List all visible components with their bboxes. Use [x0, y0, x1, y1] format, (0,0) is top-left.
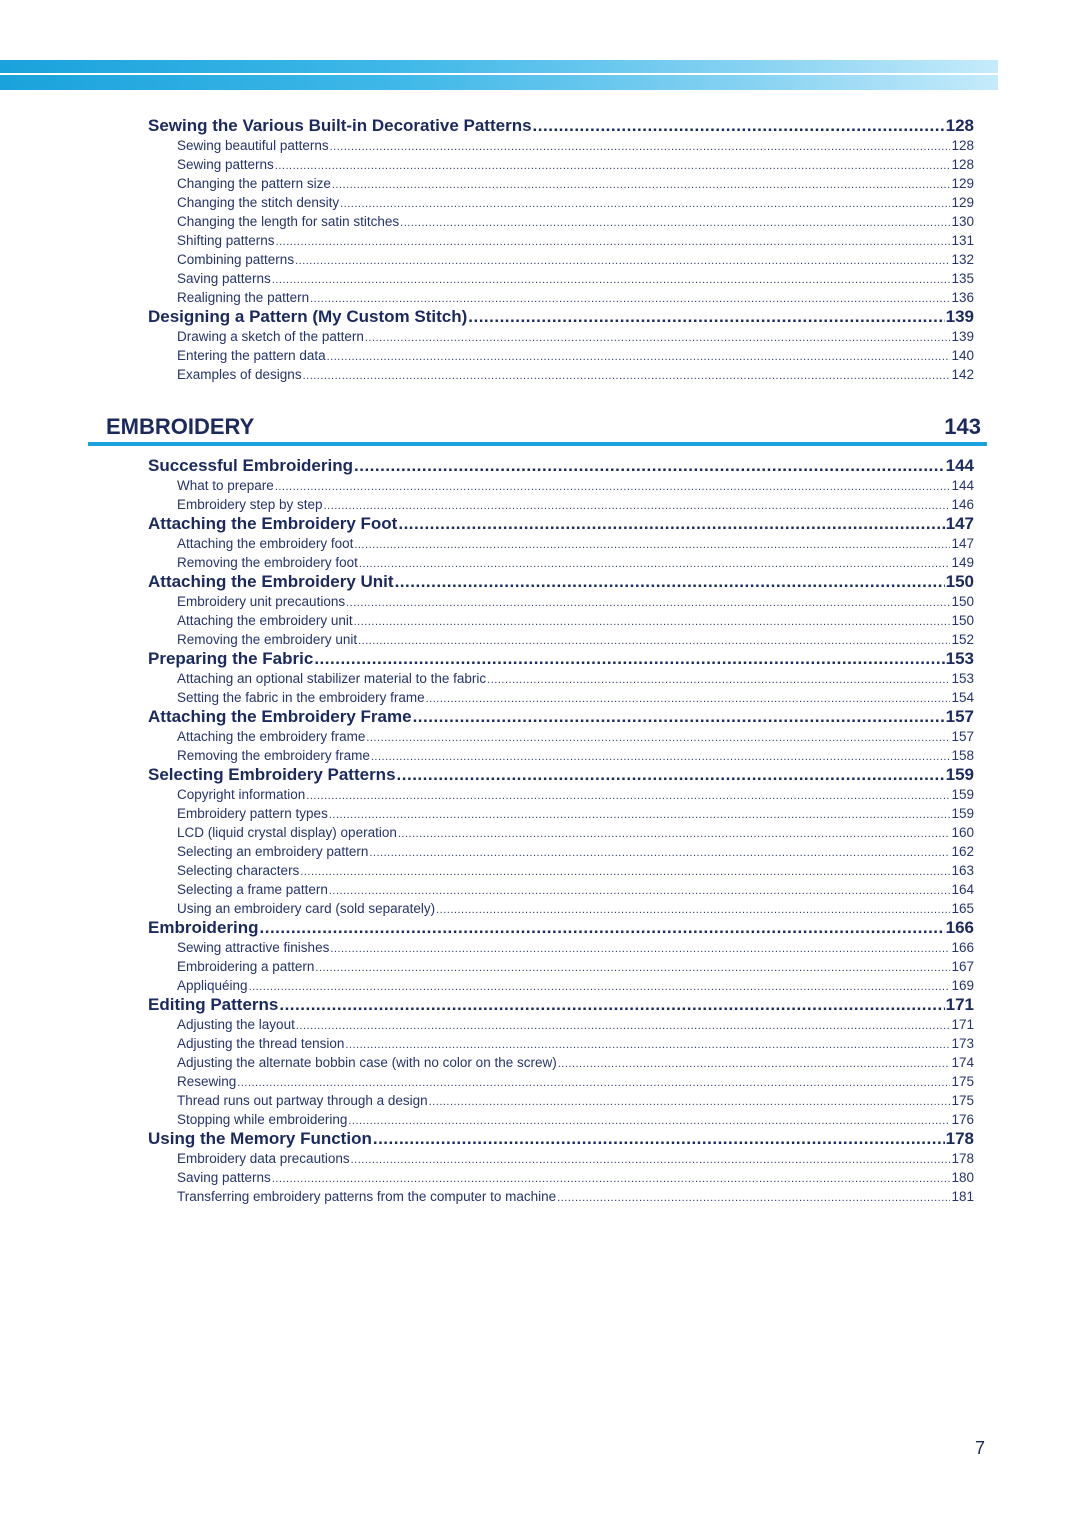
toc-entry-page: 139: [951, 329, 974, 344]
toc-entry-title: Resewing: [177, 1074, 237, 1089]
dot-leader: [354, 536, 950, 555]
toc-entry[interactable]: [148, 495, 974, 514]
toc-entry-page: 144: [951, 478, 974, 493]
chapter-rule: [88, 442, 987, 446]
toc-entry-page: 165: [951, 901, 974, 916]
toc-entry-title: Thread runs out partway through a design: [177, 1093, 428, 1108]
toc-entry-page: 128: [951, 138, 974, 153]
dot-leader: [487, 671, 950, 690]
toc-section[interactable]: [148, 307, 974, 327]
toc-entry-page: 130: [951, 214, 974, 229]
toc-entry-title: Combining patterns: [177, 252, 295, 267]
dot-leader: [366, 729, 950, 748]
dot-leader: [346, 594, 950, 613]
toc-entry-title: Using an embroidery card (sold separately): [177, 901, 436, 916]
toc-entry[interactable]: [148, 861, 974, 880]
toc-entry[interactable]: [148, 669, 974, 688]
toc-entry-title: Sewing patterns: [177, 157, 274, 172]
toc-entry[interactable]: [148, 155, 974, 174]
dot-leader: [369, 844, 950, 863]
dot-leader: [314, 649, 944, 669]
toc-entry[interactable]: [148, 553, 974, 572]
toc-entry-title: Examples of designs: [177, 367, 302, 382]
dot-leader: [365, 329, 951, 348]
toc-entry-page: 157: [951, 729, 974, 744]
toc-entry[interactable]: [148, 1110, 974, 1129]
toc-entry-page: 175: [951, 1093, 974, 1108]
toc-section[interactable]: [148, 456, 974, 476]
toc-section-title: Editing Patterns: [148, 995, 279, 1014]
toc-entry[interactable]: [148, 1053, 974, 1072]
toc-entry[interactable]: [148, 212, 974, 231]
toc-section-page: 139: [945, 307, 974, 326]
toc-entry-title: Attaching the embroidery unit: [177, 613, 353, 628]
toc-entry-page: 131: [951, 233, 974, 248]
chapter-heading[interactable]: [106, 410, 981, 440]
toc-entry-title: Removing the embroidery unit: [177, 632, 358, 647]
toc-entry-page: 152: [951, 632, 974, 647]
toc-entry[interactable]: [148, 746, 974, 765]
toc-entry-title: Setting the fabric in the embroidery frame: [177, 690, 425, 705]
toc-entry-page: 176: [951, 1112, 974, 1127]
dot-leader: [300, 863, 950, 882]
toc-section[interactable]: [148, 649, 974, 669]
toc-entry[interactable]: [148, 688, 974, 707]
toc-entry-page: 150: [951, 613, 974, 628]
toc-entry[interactable]: [148, 727, 974, 746]
toc-entry[interactable]: [148, 899, 974, 918]
toc-entry-title: Drawing a sketch of the pattern: [177, 329, 364, 344]
toc-entry-title: Entering the pattern data: [177, 348, 326, 363]
dot-leader: [429, 1093, 951, 1112]
toc-entry-page: 140: [951, 348, 974, 363]
toc-entry-title: LCD (liquid crystal display) operation: [177, 825, 397, 840]
toc-entry-title: Selecting a frame pattern: [177, 882, 328, 897]
toc-entry-title: Changing the stitch density: [177, 195, 340, 210]
dot-leader: [296, 1017, 951, 1036]
toc-entry-page: 150: [951, 594, 974, 609]
dot-leader: [260, 918, 945, 938]
toc-entry-page: 174: [951, 1055, 974, 1070]
toc-entry-title: Adjusting the thread tension: [177, 1036, 345, 1051]
dot-leader: [398, 514, 944, 534]
toc-entry[interactable]: [148, 231, 974, 250]
toc-entry[interactable]: [148, 327, 974, 346]
toc-entry-title: Appliquéing: [177, 978, 248, 993]
dot-leader: [332, 176, 951, 195]
toc-entry-page: 163: [951, 863, 974, 878]
toc-entry-page: 159: [951, 787, 974, 802]
toc-section-page: 178: [945, 1129, 974, 1148]
toc-entry-title: Attaching an optional stabilizer material to the fabric: [177, 671, 487, 686]
toc-section[interactable]: [148, 514, 974, 534]
toc-section-page: 128: [945, 116, 974, 135]
toc-entry-page: 154: [951, 690, 974, 705]
dot-leader: [295, 252, 950, 271]
toc-entry-page: 158: [951, 748, 974, 763]
toc-entry[interactable]: [148, 804, 974, 823]
toc-section-page: 150: [945, 572, 974, 591]
toc-entry-title: Sewing beautiful patterns: [177, 138, 329, 153]
toc-entry[interactable]: [148, 630, 974, 649]
toc-section[interactable]: [148, 995, 974, 1015]
dot-leader: [354, 613, 951, 632]
toc-entry-page: 146: [951, 497, 974, 512]
toc-entry-page: 153: [951, 671, 974, 686]
dot-leader: [275, 157, 951, 176]
dot-leader: [354, 456, 945, 476]
toc-entry-title: Saving patterns: [177, 1170, 271, 1185]
toc-section[interactable]: [148, 116, 974, 136]
toc-entry-title: Attaching the embroidery foot: [177, 536, 354, 551]
toc-entry-page: 142: [951, 367, 974, 382]
toc-entry-page: 180: [951, 1170, 974, 1185]
toc-entry-title: Saving patterns: [177, 271, 271, 286]
header-band: [0, 60, 998, 90]
toc-entry-page: 136: [951, 290, 974, 305]
toc-entry-title: Selecting characters: [177, 863, 300, 878]
toc-section-page: 157: [945, 707, 974, 726]
toc-entry-title: Copyright information: [177, 787, 306, 802]
toc-entry-page: 160: [951, 825, 974, 840]
toc-entry-title: Shifting patterns: [177, 233, 275, 248]
dot-leader: [276, 233, 951, 252]
toc-part-2: [148, 456, 974, 1206]
toc-entry[interactable]: [148, 842, 974, 861]
page-number: 7: [974, 1438, 985, 1458]
dot-leader: [558, 1055, 951, 1074]
dot-leader: [533, 116, 945, 136]
toc-entry-title: Embroidery step by step: [177, 497, 323, 512]
toc-entry-title: Removing the embroidery foot: [177, 555, 358, 570]
toc-entry-title: Stopping while embroidering: [177, 1112, 348, 1127]
dot-leader: [373, 1129, 945, 1149]
toc-entry-page: 178: [951, 1151, 974, 1166]
dot-leader: [397, 765, 945, 785]
toc-entry-page: 166: [951, 940, 974, 955]
toc-entry-title: Changing the pattern size: [177, 176, 331, 191]
toc-entry-title: Sewing attractive finishes: [177, 940, 330, 955]
toc-entry-page: 164: [951, 882, 974, 897]
toc-entry-title: Transferring embroidery patterns from the computer to machine: [177, 1189, 557, 1204]
toc-entry-page: 181: [951, 1189, 974, 1204]
toc-entry-page: 167: [951, 959, 974, 974]
dot-leader: [468, 307, 944, 327]
toc-entry-title: Embroidering a pattern: [177, 959, 315, 974]
toc-section[interactable]: [148, 572, 974, 592]
toc-entry-page: 171: [951, 1017, 974, 1032]
toc-entry-page: 128: [951, 157, 974, 172]
toc-entry[interactable]: [148, 534, 974, 553]
toc-section-page: 147: [945, 514, 974, 533]
toc-entry[interactable]: [148, 592, 974, 611]
toc-entry[interactable]: [148, 976, 974, 995]
toc-section-title: Designing a Pattern (My Custom Stitch): [148, 307, 468, 326]
toc-entry-page: 132: [951, 252, 974, 267]
toc-entry[interactable]: [148, 136, 974, 155]
toc-entry-title: Embroidery data precautions: [177, 1151, 350, 1166]
dot-leader: [279, 995, 944, 1015]
toc-section-title: Attaching the Embroidery Foot: [148, 514, 398, 533]
dot-leader: [303, 367, 951, 386]
dot-leader: [413, 707, 945, 727]
toc-entry[interactable]: [148, 1149, 974, 1168]
toc-entry[interactable]: [148, 288, 974, 307]
header-band-line: [0, 73, 998, 75]
toc-entry-title: Adjusting the layout: [177, 1017, 295, 1032]
dot-leader: [275, 478, 951, 497]
toc-section-title: Preparing the Fabric: [148, 649, 314, 668]
toc-section-title: Attaching the Embroidery Frame: [148, 707, 412, 726]
dot-leader: [340, 195, 950, 214]
toc-entry[interactable]: [148, 957, 974, 976]
dot-leader: [272, 271, 951, 290]
toc-entry-page: 129: [951, 176, 974, 191]
toc-entry[interactable]: [148, 365, 974, 384]
toc-entry-title: Adjusting the alternate bobbin case (with no color on the screw): [177, 1055, 557, 1070]
toc-entry[interactable]: [148, 476, 974, 495]
toc-entry[interactable]: [148, 938, 974, 957]
toc-entry[interactable]: [148, 1168, 974, 1187]
toc-entry-page: 162: [951, 844, 974, 859]
toc-section-title: Using the Memory Function: [148, 1129, 372, 1148]
toc-section[interactable]: [148, 765, 974, 785]
toc-section-title: Attaching the Embroidery Unit: [148, 572, 394, 591]
toc-section-page: 166: [945, 918, 974, 937]
toc-section-title: Successful Embroidering: [148, 456, 353, 475]
toc-entry-title: Selecting an embroidery pattern: [177, 844, 369, 859]
toc-entry[interactable]: [148, 1187, 974, 1206]
toc-entry-page: 175: [951, 1074, 974, 1089]
chapter-title: EMBROIDERY: [106, 414, 255, 439]
toc-section[interactable]: [148, 707, 974, 727]
toc-entry-title: Realigning the pattern: [177, 290, 310, 305]
toc-section-page: 159: [945, 765, 974, 784]
toc-entry[interactable]: [148, 1072, 974, 1091]
chapter-page: 143: [944, 414, 981, 439]
toc-entry-page: 173: [951, 1036, 974, 1051]
toc-section-page: 144: [945, 456, 974, 475]
dot-leader: [315, 959, 950, 978]
toc-section-title: Selecting Embroidery Patterns: [148, 765, 396, 784]
toc-entry[interactable]: [148, 1034, 974, 1053]
toc-section-page: 171: [945, 995, 974, 1014]
toc-section-title: Embroidering: [148, 918, 259, 937]
toc-entry[interactable]: [148, 174, 974, 193]
toc-entry[interactable]: [148, 193, 974, 212]
toc-entry-title: Removing the embroidery frame: [177, 748, 370, 763]
dot-leader: [398, 825, 951, 844]
toc-section-page: 153: [945, 649, 974, 668]
toc-entry[interactable]: [148, 346, 974, 365]
toc-entry[interactable]: [148, 1015, 974, 1034]
toc-entry-title: Changing the length for satin stitches: [177, 214, 400, 229]
dot-leader: [395, 572, 945, 592]
toc-entry-title: Embroidery pattern types: [177, 806, 328, 821]
dot-leader: [557, 1189, 950, 1208]
toc-entry-page: 159: [951, 806, 974, 821]
toc-entry-page: 147: [951, 536, 974, 551]
dot-leader: [351, 1151, 951, 1170]
toc-entry[interactable]: [148, 823, 974, 842]
toc-entry[interactable]: [148, 250, 974, 269]
dot-leader: [330, 940, 950, 959]
toc-entry-page: 169: [951, 978, 974, 993]
toc-entry[interactable]: [148, 611, 974, 630]
toc-part-1: [148, 116, 974, 384]
toc-entry-title: Embroidery unit precautions: [177, 594, 346, 609]
toc-entry[interactable]: [148, 880, 974, 899]
toc-entry[interactable]: [148, 1091, 974, 1110]
toc-entry-page: 149: [951, 555, 974, 570]
toc-entry[interactable]: [148, 269, 974, 288]
dot-leader: [306, 787, 950, 806]
dot-leader: [400, 214, 950, 233]
toc-entry-title: What to prepare: [177, 478, 274, 493]
toc-section[interactable]: [148, 1129, 974, 1149]
toc-entry-page: 129: [951, 195, 974, 210]
dot-leader: [330, 138, 951, 157]
toc-section-title: Sewing the Various Built-in Decorative Patterns: [148, 116, 532, 135]
toc-entry[interactable]: [148, 785, 974, 804]
toc-entry-page: 135: [951, 271, 974, 286]
toc-entry-title: Attaching the embroidery frame: [177, 729, 366, 744]
toc-section[interactable]: [148, 918, 974, 938]
dot-leader: [329, 806, 951, 825]
dot-leader: [327, 348, 951, 367]
